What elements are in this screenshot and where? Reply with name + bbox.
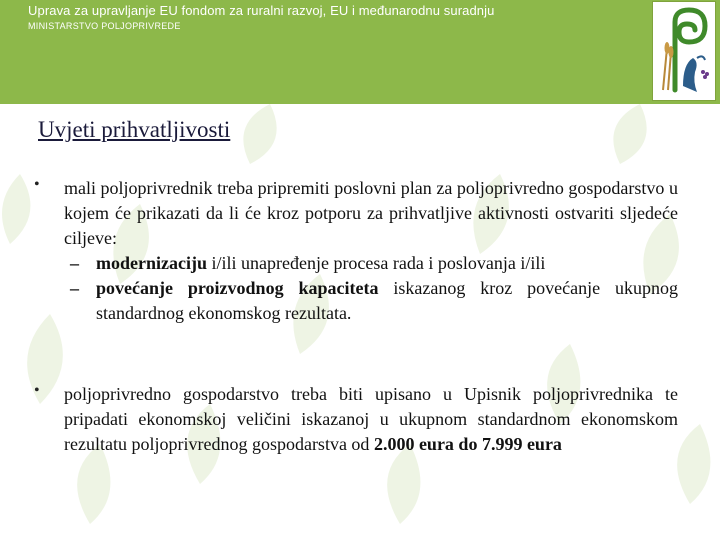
- dash-icon: –: [70, 278, 79, 298]
- bullet-text-1: mali poljoprivrednik treba pripremiti poslovni plan za poljoprivredno gospodarstvo u kojem će prikazati da li će kroz potporu za prihvatljive aktivnosti ostvariti sljedeće ciljeve:: [64, 178, 678, 248]
- bullet-icon: •: [34, 382, 40, 399]
- bullet-list-item: [34, 176, 678, 326]
- sub-item-2: [96, 276, 678, 326]
- page-title: Uvjeti prihvatljivosti: [38, 117, 231, 142]
- sub-item-2-rest: iskazanog kroz povećanje ukupnog standardnog ekonomskog rezultata.: [96, 278, 678, 323]
- bullet-text-2-start: poljoprivredno gospodarstvo treba biti upisano u Upisnik poljoprivrednika te pripadati ekonomskoj veličini iskazanoj u ukupnom standardnom ekonomskom rezultatu poljoprivrednog gospodarstva od: [64, 384, 678, 454]
- sub-item-1: [96, 251, 678, 276]
- sub-item-1-rest: i/ili unapređenje procesa rada i poslovanja i/ili: [206, 253, 546, 273]
- header-bar: [0, 0, 720, 104]
- header-title: Uprava za upravljanje EU fondom za ruralni razvoj, EU i međunarodnu suradnju: [28, 3, 495, 18]
- dash-icon: –: [70, 253, 79, 273]
- sub-item-1-bold: modernizaciju: [96, 253, 207, 273]
- sub-item-2-bold: povećanje proizvodnog kapaciteta: [96, 278, 379, 298]
- slide-content: [0, 104, 720, 540]
- ministry-logo-icon: [652, 1, 716, 101]
- bullet-icon: •: [34, 176, 40, 193]
- bullet-list-item: [34, 382, 678, 457]
- bullet-text-2-bold: 2.000 eura do 7.999 eura: [373, 434, 562, 454]
- bullet-text-2: [64, 382, 678, 457]
- header-subtitle: MINISTARSTVO POLJOPRIVREDE: [28, 21, 181, 31]
